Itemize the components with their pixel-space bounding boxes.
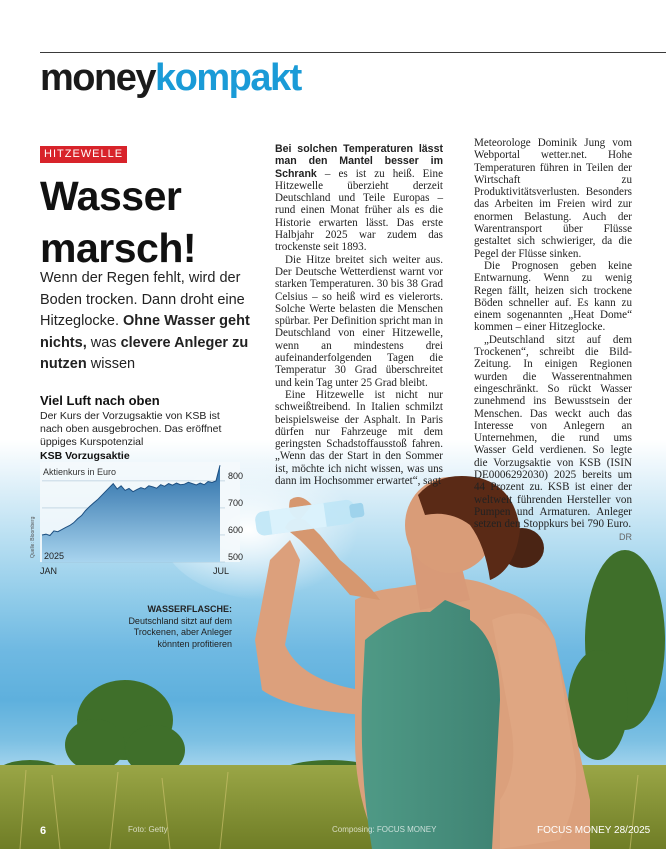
lead-text-1: Wenn der Regen fehlt, wird der Boden trocken. Dann droht eine Hitzeglocke. <box>40 270 245 329</box>
chart-box-title: Viel Luft nach oben <box>40 393 160 408</box>
paragraph-text: „Deutschland sitzt auf dem Trockenen“, schreibt die Bild-Zeitung. In einigen Regionen wurden die Wasserentnahmen eingeschränkt. So rückt Wasser zunehmend ins Bewusstsein der Menschen. Das weckt auch das Interesse von Anlegern an Unternehmen, die rund ums Wasser Geld verdienen. So legte die Vorzugsaktie von KSB (ISIN DE0006292030) 2025 bereits um 44 Prozent zu. KSB ist einer der weltweit führenden Hersteller von Pumpen und Armaturen. Anleger setzen den Stoppkurs bei 790 Euro. <box>474 333 632 531</box>
paragraph-text: – es ist zu heiß. Eine Hitzewelle überzieht derzeit Deutschland und Teile Europas – rund einen Monat früher als es die Historie erwarten lässt. Das erste Halbjahr 2025 war zudem das trockenste seit 1893. <box>275 167 443 254</box>
chart-source: Quelle: Bloomberg <box>30 516 36 558</box>
caption-text: Deutschland sitzt auf dem Trockenen, aber Anleger könnten profitieren <box>128 615 232 649</box>
header-rule <box>40 52 666 53</box>
page-footer <box>0 822 666 849</box>
y-tick-label: 600 <box>228 524 244 535</box>
paragraph-leadin: Bei solchen Temperaturen lässt man den Mantel besser im Schrank <box>275 143 443 180</box>
logo-part-money: money <box>40 57 155 99</box>
photo-caption <box>100 604 232 650</box>
article-column-2 <box>474 137 632 543</box>
composing-credit: Composing: FOCUS MONEY <box>332 825 437 834</box>
stock-chart <box>30 462 255 582</box>
article-lead <box>40 268 250 376</box>
article-headline <box>40 170 250 274</box>
y-tick-label: 500 <box>228 552 244 562</box>
lead-text-2: was <box>90 334 117 351</box>
logo-part-kompakt: kompakt <box>154 57 301 99</box>
headline-line1: Wasser <box>40 173 182 219</box>
y-axis-label: Aktienkurs in Euro <box>43 467 117 477</box>
chart-box-description: Der Kurs der Vorzugsaktie von KSB ist nach oben ausgebrochen. Das eröffnet üppiges Kurspotenzial <box>40 410 222 448</box>
chart-box-subtitle: KSB Vorzugsaktie <box>40 450 130 462</box>
year-label: 2025 <box>44 551 65 561</box>
paragraph: Die Prognosen geben keine Entwarnung. Wenn zu wenig Regen fällt, heizen sich trockene Böden schneller auf. Es kann zu einem sogenannten „Heat Dome“ kommen – einer Hitzeglocke. <box>474 259 632 334</box>
y-tick-label: 800 <box>228 470 244 481</box>
page-number: 6 <box>40 825 47 837</box>
y-tick-label: 700 <box>228 497 244 508</box>
photo-credit: Foto: Getty <box>128 825 168 834</box>
lead-bold-2: clevere Anleger zu nutzen <box>40 334 249 372</box>
paragraph: Eine Hitzewelle ist nicht nur schweißtreibend. In Italien schmilzt beispielsweise der Asphalt. In Paris dürfen nur Fahrzeuge mit dem geringsten Schadstoffausstoß fahren. „Wenn das der Start in den Sommer ist, möchte ich nicht wissen, was uns dann im Hochsommer erwartet“, sagt <box>275 388 443 488</box>
x-tick-label-jan: JAN <box>40 566 58 576</box>
paragraph <box>275 143 443 254</box>
magazine-issue: FOCUS MONEY 28/2025 <box>537 825 651 836</box>
paragraph: Die Hitze breitet sich weiter aus. Der Deutsche Wetterdienst warnt vor starken Temperaturen. 30 bis 38 Grad Celsius – so heiß wird es vielerorts. Solche Werte belasten die Menschen spürbar. Per Definition spricht man in Deutschland von einer Hitzewelle, wenn an mindestens drei aufeinanderfolgenden Tagen die Temperatur 30 Grad überschreitet und kein Tag unter 25 Grad bleibt. <box>275 253 443 389</box>
paragraph: Meteorologe Dominik Jung vom Webportal wetter.net. Hohe Temperaturen führen in Teilen der Wirtschaft zu Produktivitätsverlusten. Besonders das Arbeiten im Freien wird zur enormen Belastung. Auch der Warentransport über Flüsse gestaltet sich schwieriger, da die Pegel der Flüsse sinken. <box>474 137 632 260</box>
lead-text-3: wissen <box>90 356 136 372</box>
caption-title: WASSERFLASCHE: <box>147 604 232 614</box>
topic-kicker: HITZEWELLE <box>40 146 127 163</box>
author-signature: DR <box>619 531 632 542</box>
lead-bold-1: Ohne Wasser geht nichts, <box>40 313 250 351</box>
paragraph <box>474 333 632 542</box>
section-logo <box>40 56 301 100</box>
headline-line2: marsch! <box>40 225 197 271</box>
article-column-1 <box>275 143 443 487</box>
x-tick-label-jul: JUL <box>213 566 230 576</box>
